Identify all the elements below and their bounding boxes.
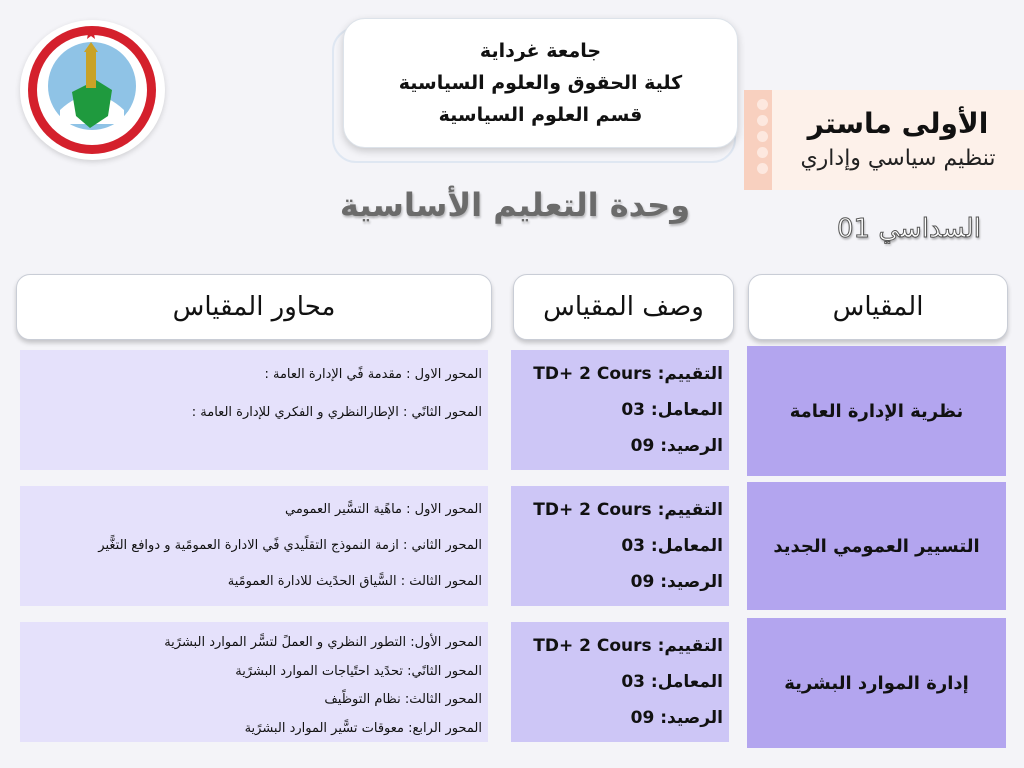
credit-line: الرصيد: 09 bbox=[630, 572, 723, 592]
column-header-axes: محاور المقياس bbox=[16, 274, 492, 340]
axis-item: المحور الاول : مقدمة فًي الإدارة العامة : bbox=[264, 367, 482, 382]
credit-line: الرصيد: 09 bbox=[630, 436, 723, 456]
program-title: الأولى ماستر bbox=[807, 107, 989, 140]
axis-item: المحور الرابع: معوقات تسًّير الموارد البشرًية bbox=[244, 720, 482, 736]
description-cell bbox=[511, 486, 729, 606]
evaluation-line: التقييم: TD+ 2 Cours bbox=[533, 636, 723, 656]
axis-item: المحور الاول : ماهًية التسًّير العمومي bbox=[285, 502, 482, 517]
axis-item: المحور الثالث : السًّياق الحدًيث للادارة العمومًية bbox=[227, 574, 482, 589]
module-cell: إدارة الموارد البشرية bbox=[747, 618, 1006, 748]
evaluation-line: التقييم: TD+ 2 Cours bbox=[533, 364, 723, 384]
faculty-name: كلية الحقوق والعلوم السياسية bbox=[398, 72, 683, 94]
module-cell: التسيير العمومي الجديد bbox=[747, 482, 1006, 610]
university-name: جامعة غرداية bbox=[479, 40, 602, 62]
description-cell bbox=[511, 350, 729, 470]
university-logo bbox=[20, 20, 165, 160]
axes-cell bbox=[20, 486, 488, 606]
institution-header bbox=[343, 18, 738, 148]
program-specialty: تنظيم سياسي وإداري bbox=[800, 146, 996, 171]
module-cell: نظرية الإدارة العامة bbox=[747, 346, 1006, 476]
column-header-module: المقياس bbox=[748, 274, 1008, 340]
program-card bbox=[744, 90, 1024, 190]
unit-title: وحدة التعليم الأساسية bbox=[339, 186, 691, 224]
axis-item: المحور الثالث: نظام التوظًيف bbox=[324, 692, 482, 707]
axis-item: المحور الثاني : ازمة النموذج التقلًيدي فًي الادارة العمومًية و دوافع التغًّير bbox=[98, 538, 482, 553]
university-seal-icon bbox=[20, 20, 165, 160]
axis-item: المحور الثانًي: تحدًيد احتًياجات الموارد البشرًية bbox=[235, 663, 482, 679]
description-cell bbox=[511, 622, 729, 742]
coefficient-line: المعامل: 03 bbox=[621, 400, 723, 420]
axes-cell bbox=[20, 350, 488, 470]
axes-cell bbox=[20, 622, 488, 742]
axis-item: المحور الثانًي : الإطارالنظري و الفكري للإدارة العامة : bbox=[191, 405, 482, 420]
semester-label: السداسي 01 bbox=[836, 214, 982, 244]
credit-line: الرصيد: 09 bbox=[630, 708, 723, 728]
department-name: قسم العلوم السياسية bbox=[438, 104, 643, 126]
decorative-dots bbox=[752, 96, 768, 179]
column-header-description: وصف المقياس bbox=[513, 274, 734, 340]
coefficient-line: المعامل: 03 bbox=[621, 536, 723, 556]
coefficient-line: المعامل: 03 bbox=[621, 672, 723, 692]
axis-item: المحور الأول: التطور النظري و العملً لتسًّر الموارد البشرًية bbox=[164, 635, 482, 650]
evaluation-line: التقييم: TD+ 2 Cours bbox=[533, 500, 723, 520]
